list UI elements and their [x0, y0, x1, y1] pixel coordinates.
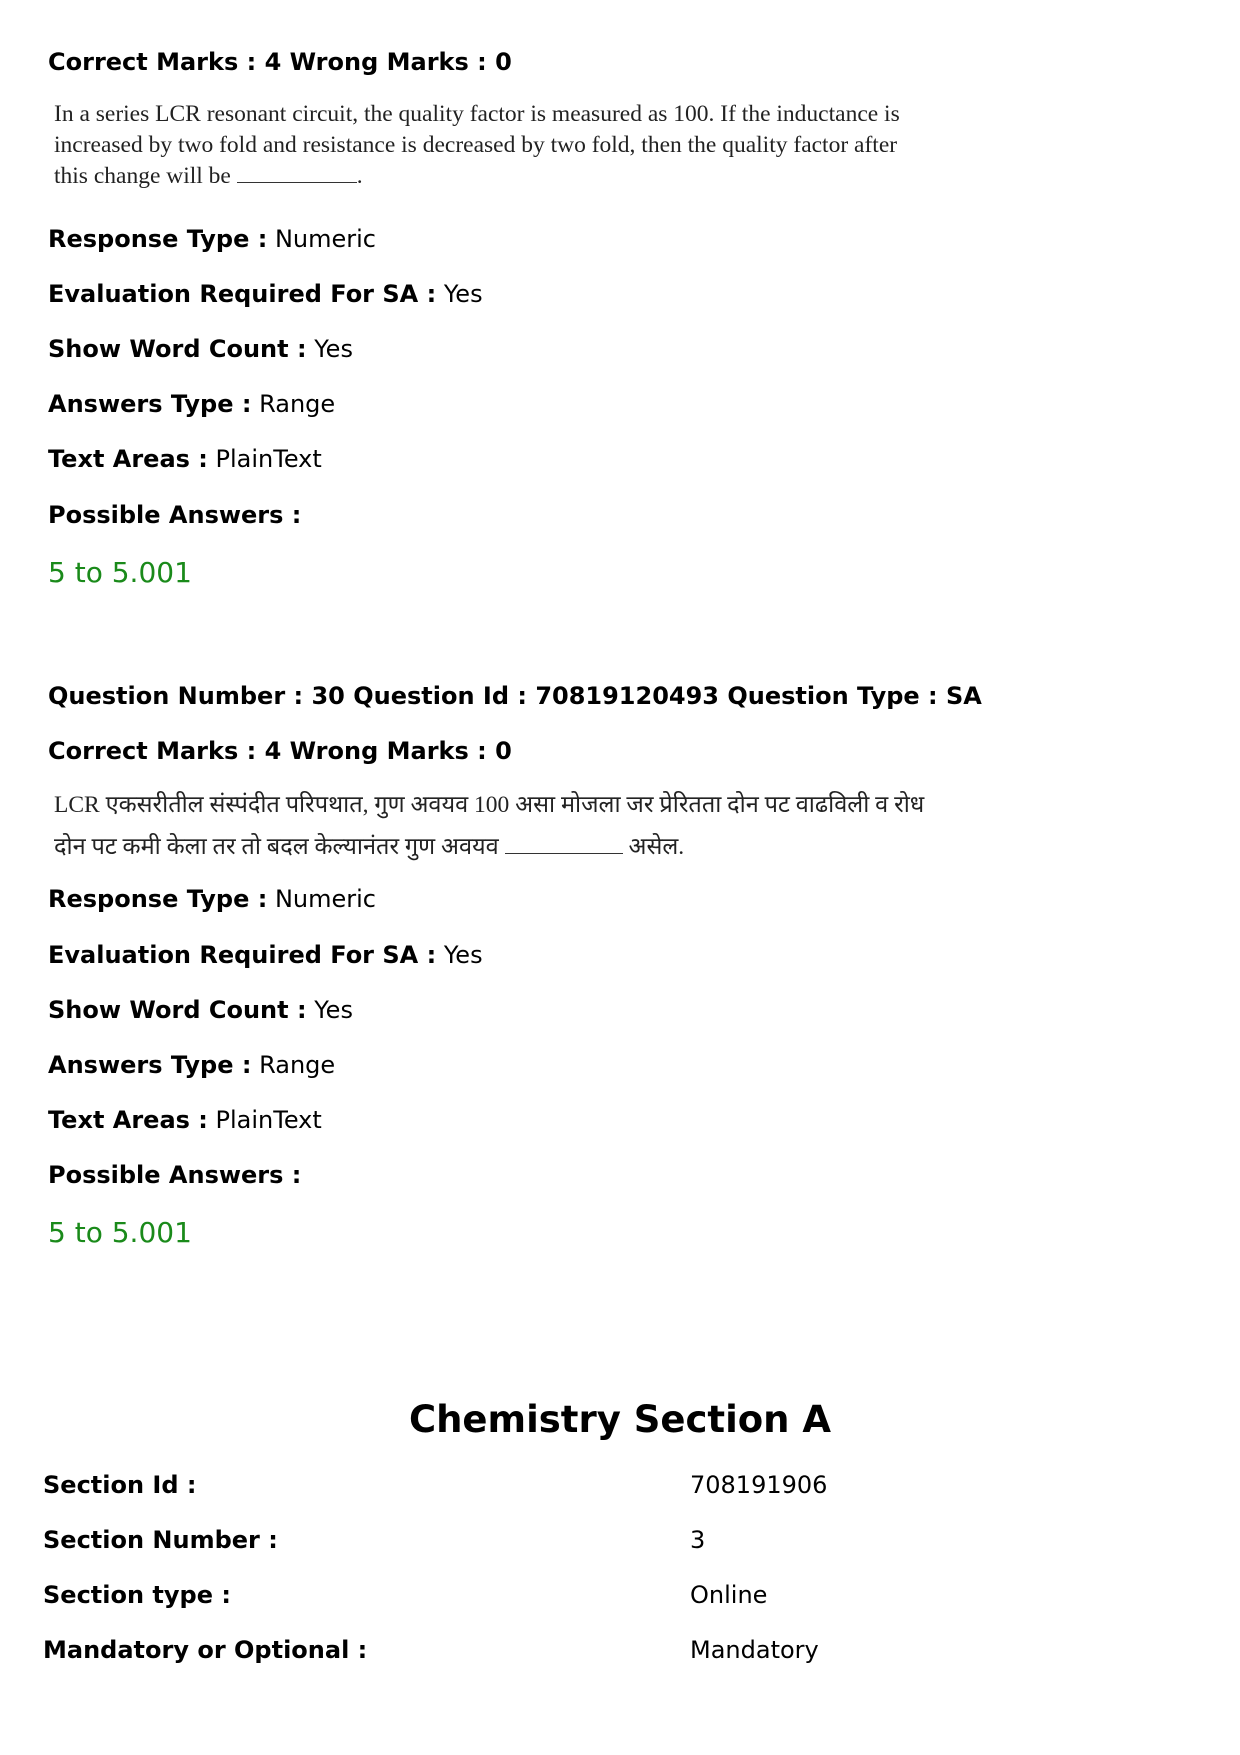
q29-marks: Correct Marks : 4 Wrong Marks : 0 — [48, 48, 512, 76]
answers-type-value: Range — [259, 1051, 336, 1079]
text-areas-label: Text Areas : — [48, 1106, 208, 1134]
response-type-value: Numeric — [274, 885, 376, 913]
section-id-label: Section Id : — [43, 1471, 197, 1499]
evaluation-label: Evaluation Required For SA : — [48, 280, 437, 308]
response-type-label: Response Type : — [48, 225, 268, 253]
q30-marks: Correct Marks : 4 Wrong Marks : 0 — [48, 737, 512, 765]
q30-evaluation-required — [48, 940, 483, 970]
section-type-value: Online — [690, 1581, 768, 1609]
evaluation-value: Yes — [443, 941, 483, 969]
evaluation-value: Yes — [443, 280, 483, 308]
answer-blank — [237, 182, 357, 183]
q29-response-type — [48, 224, 376, 254]
mandatory-optional-value: Mandatory — [690, 1636, 819, 1664]
section-number-label: Section Number : — [43, 1526, 278, 1554]
q29-text-line-2: increased by two fold and resistance is decreased by two fold, then the quality factor after — [54, 132, 898, 158]
word-count-label: Show Word Count : — [48, 335, 307, 363]
text-areas-value: PlainText — [215, 445, 322, 473]
q30-possible-answers-label: Possible Answers : — [48, 1161, 302, 1189]
q29-possible-answer: 5 to 5.001 — [48, 556, 192, 589]
q29-text-line-1: In a series LCR resonant circuit, the quality factor is measured as 100. If the inductance is — [54, 101, 900, 127]
word-count-label: Show Word Count : — [48, 996, 307, 1024]
q29-text-areas — [48, 444, 322, 474]
q30-text-line-2 — [54, 826, 924, 868]
q29-text-line-3 — [54, 161, 900, 192]
section-title: Chemistry Section A — [408, 1398, 832, 1441]
answer-blank — [505, 853, 623, 854]
q30-possible-answer: 5 to 5.001 — [48, 1216, 192, 1249]
answers-type-label: Answers Type : — [48, 390, 252, 418]
q30-text-line-1: LCR एकसरीतील संस्पंदीत परिपथात, गुण अवयव 100 असा मोजला जर प्रेरितता दोन पट वाढविली व रोध — [54, 792, 925, 818]
q29-show-word-count — [48, 334, 353, 364]
section-id-value: 708191906 — [690, 1471, 828, 1499]
q30-text-line-2-start: दोन पट कमी केला तर तो बदल केल्यानंतर गुण अवयव — [54, 834, 499, 860]
section-type-label: Section type : — [43, 1581, 231, 1609]
q29-answers-type — [48, 389, 335, 419]
word-count-value: Yes — [314, 335, 353, 363]
word-count-value: Yes — [314, 996, 353, 1024]
text-areas-label: Text Areas : — [48, 445, 208, 473]
response-type-label: Response Type : — [48, 885, 268, 913]
q30-header: Question Number : 30 Question Id : 70819120493 Question Type : SA — [48, 682, 982, 710]
q30-question-text — [54, 784, 924, 868]
mandatory-optional-label: Mandatory or Optional : — [43, 1636, 368, 1664]
answers-type-label: Answers Type : — [48, 1051, 252, 1079]
q30-text-areas — [48, 1105, 322, 1135]
section-number-value: 3 — [690, 1526, 706, 1554]
response-type-value: Numeric — [274, 225, 376, 253]
q30-show-word-count — [48, 995, 353, 1025]
q29-evaluation-required — [48, 279, 483, 309]
text-areas-value: PlainText — [215, 1106, 322, 1134]
q29-question-text — [54, 99, 900, 192]
q30-text-line-2-end: असेल. — [628, 834, 685, 860]
q30-answers-type — [48, 1050, 335, 1080]
q30-response-type — [48, 884, 376, 914]
q29-text-line-3-start: this change will be — [54, 163, 231, 189]
q29-text-line-3-end: . — [356, 163, 363, 189]
evaluation-label: Evaluation Required For SA : — [48, 941, 437, 969]
q29-possible-answers-label: Possible Answers : — [48, 501, 302, 529]
answers-type-value: Range — [259, 390, 336, 418]
